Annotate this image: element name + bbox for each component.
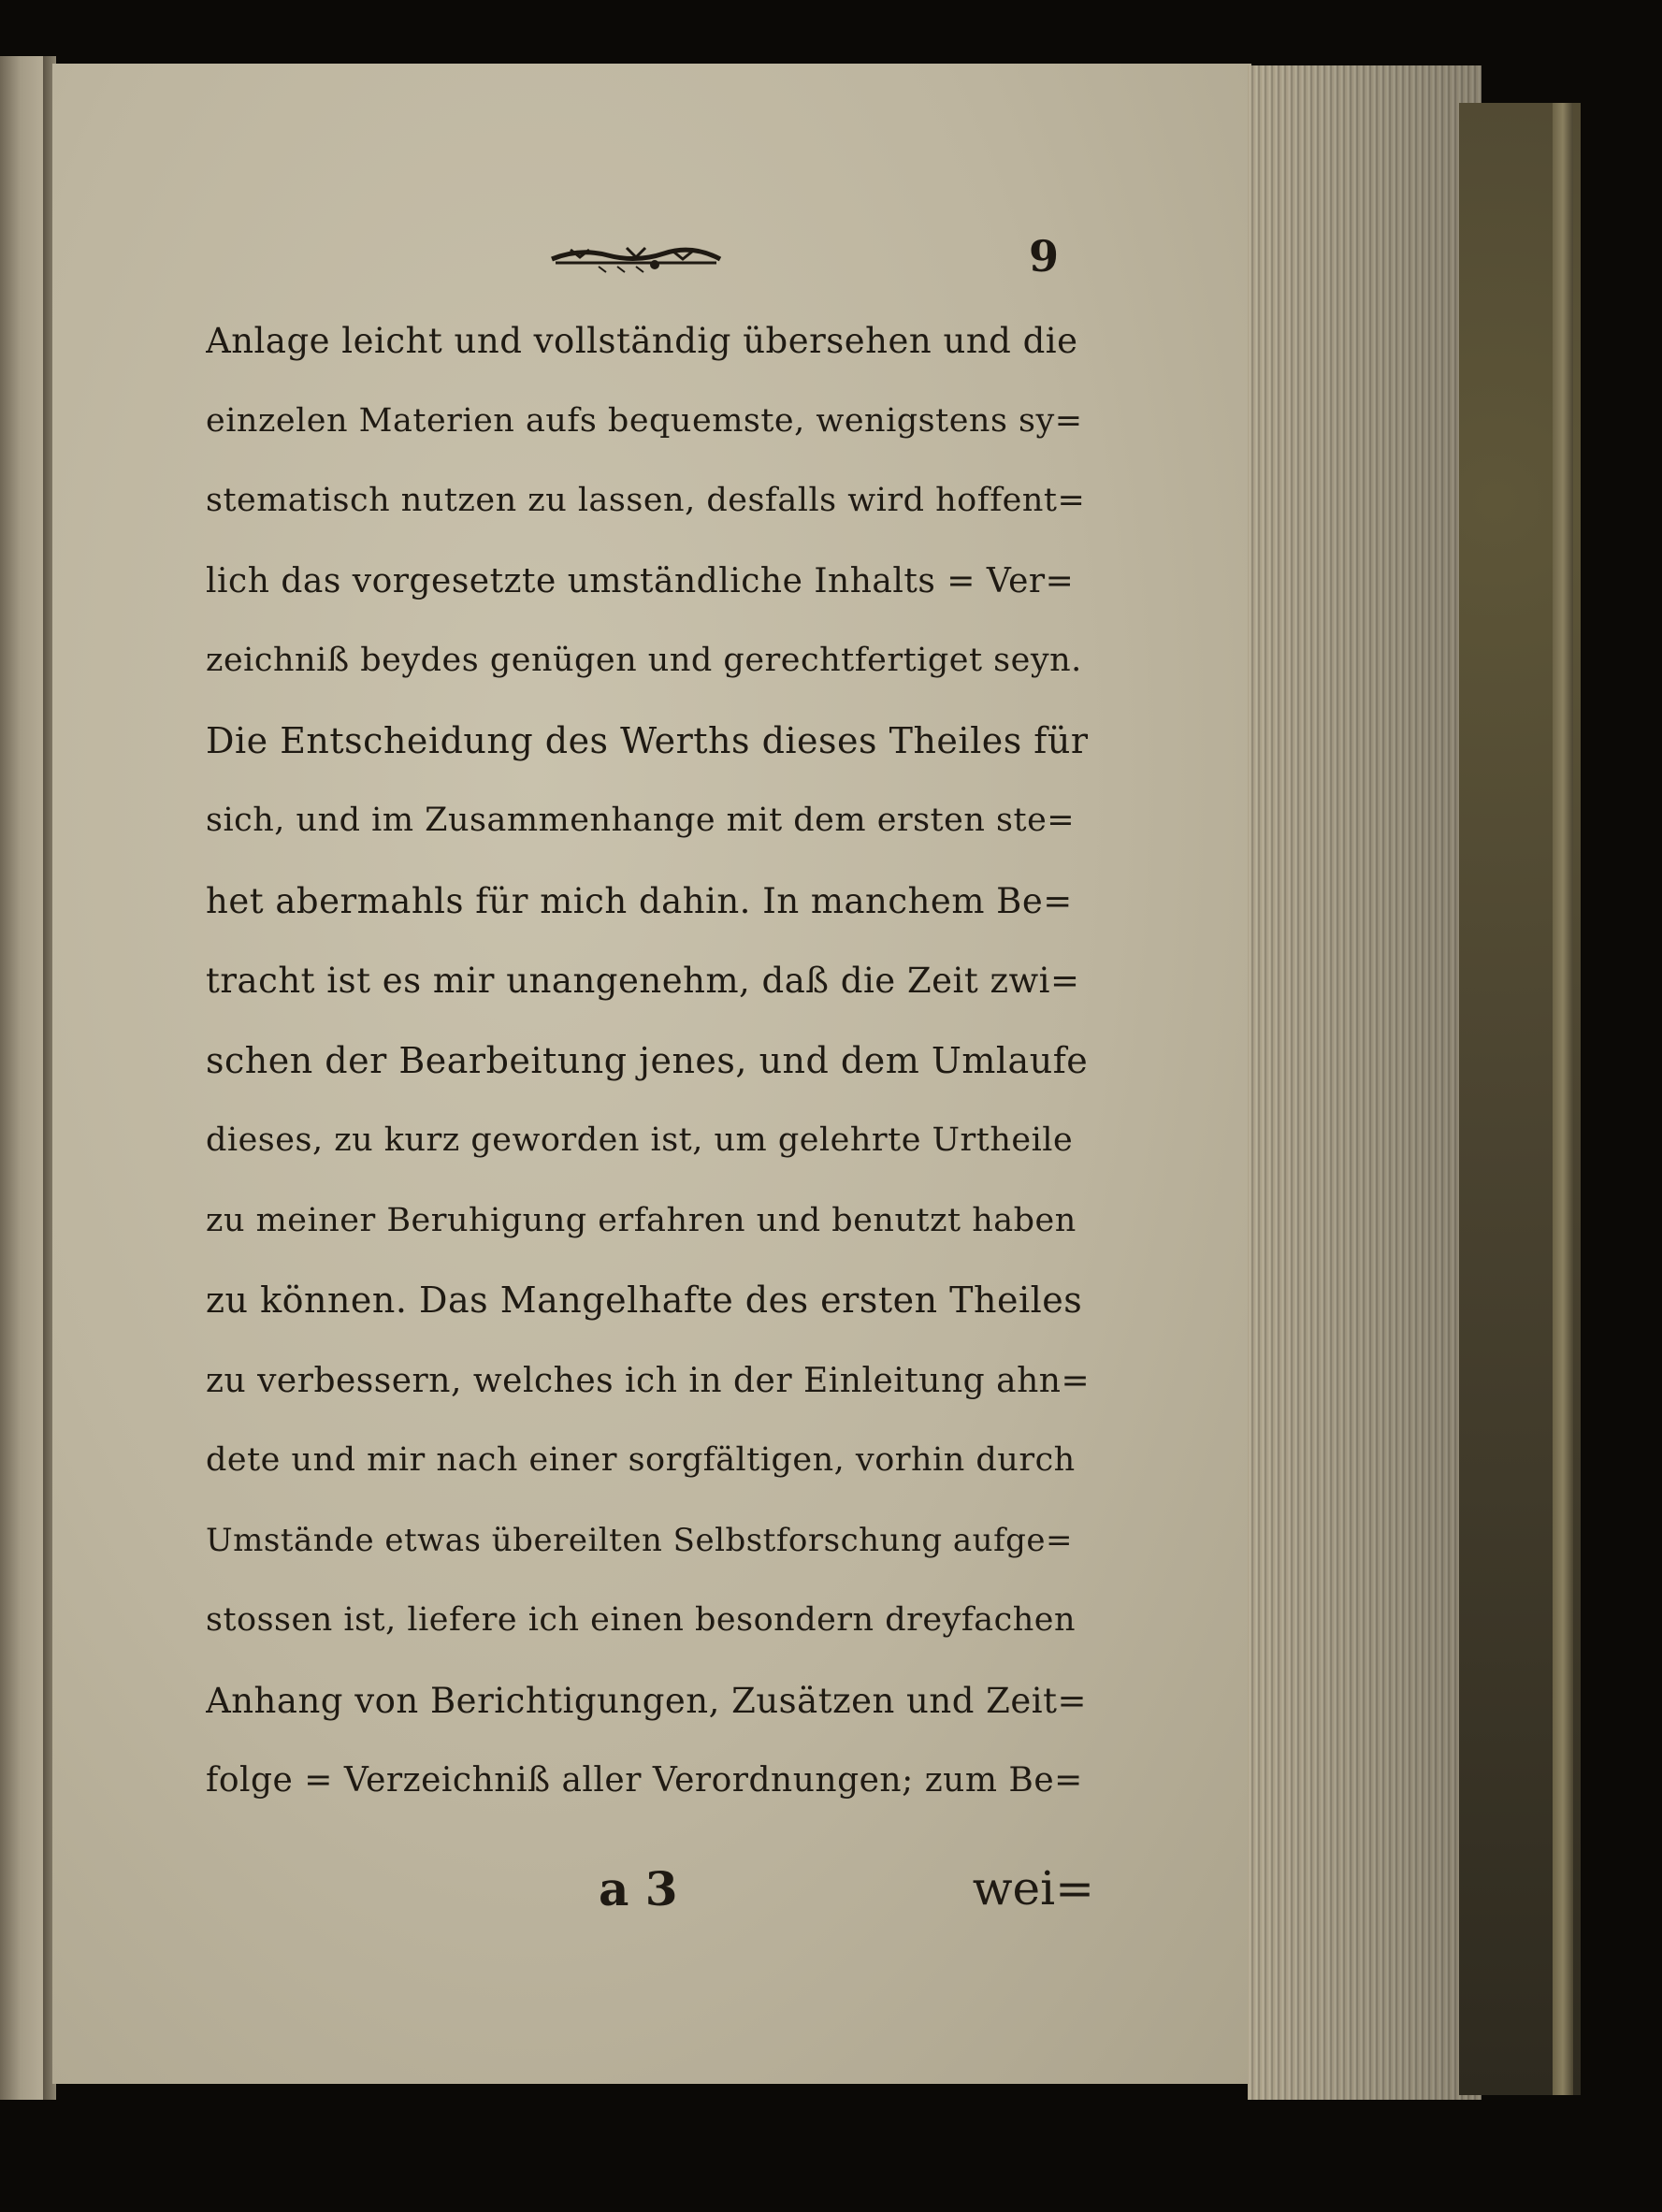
cover-board-edge (1553, 103, 1573, 2095)
page-header (524, 231, 1085, 295)
text-line: Die Entscheidung des Werths dieses Theiles für (206, 719, 1089, 761)
text-line: zu meiner Beruhigung erfahren und benutzt haben (206, 1201, 1077, 1239)
text-line: Anlage leicht und vollständig übersehen und die (206, 321, 1078, 361)
text-line: dete und mir nach einer sorgfältigen, vorhin durch (206, 1441, 1076, 1479)
text-line: het abermahls für mich dahin. In manchem Be= (206, 880, 1073, 921)
text-line: schen der Bearbeitung jenes, und dem Umlaufe (206, 1039, 1089, 1081)
header-ornament-icon (542, 239, 730, 276)
text-line: lich das vorgesetzte umständliche Inhalts = Ver= (206, 561, 1075, 600)
text-line: zeichniß beydes genügen und gerechtfertiget seyn. (206, 642, 1082, 679)
text-line: stematisch nutzen zu lassen, desfalls wird hoffent= (206, 482, 1086, 519)
text-line: sich, und im Zusammenhange mit dem ersten ste= (206, 802, 1076, 839)
text-line: dieses, zu kurz geworden ist, um gelehrte Urtheile (206, 1121, 1074, 1159)
text-line: einzelen Materien aufs bequemste, wenigstens sy= (206, 401, 1083, 440)
text-line: zu verbessern, welches ich in der Einleitung ahn= (206, 1361, 1091, 1400)
text-line: Anhang von Berichtigungen, Zusätzen und Zeit= (206, 1680, 1087, 1721)
fore-edge-shadow (1248, 65, 1481, 2100)
page-number: 9 (1029, 231, 1060, 282)
text-line: zu können. Das Mangelhafte des ersten Theiles (206, 1279, 1083, 1321)
text-line: tracht ist es mir unangenehm, daß die Zeit zwi= (206, 961, 1080, 1001)
text-line: Umstände etwas übereilten Selbstforschung aufge= (206, 1521, 1074, 1559)
page-footer (206, 1861, 1094, 1927)
text-line: folge = Verzeichniß aller Verordnungen; zum Be= (206, 1761, 1083, 1800)
body-text (206, 301, 1094, 1821)
signature-mark: a 3 (599, 1861, 678, 1916)
facing-page-edge (0, 56, 45, 2100)
catchword: wei= (972, 1861, 1094, 1916)
text-line: stossen ist, liefere ich einen besondern dreyfachen (206, 1601, 1077, 1639)
